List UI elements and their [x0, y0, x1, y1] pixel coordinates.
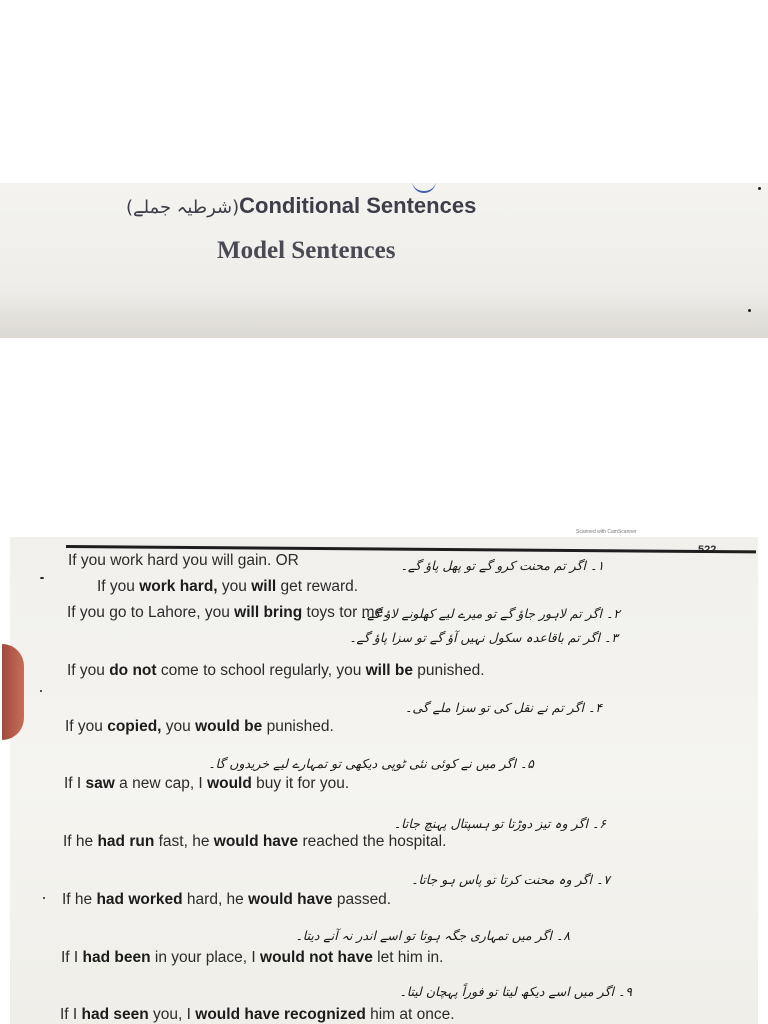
page-side-tab — [2, 644, 24, 740]
sentence-line — [63, 833, 446, 851]
text-segment: If you work hard you will gain. OR — [68, 552, 299, 569]
bold-segment: will bring — [234, 604, 303, 621]
text-segment: If you — [67, 662, 110, 679]
sentence-line — [61, 949, 443, 967]
text-segment: you — [161, 718, 196, 735]
bold-segment: had been — [82, 949, 151, 966]
text-segment: If you — [97, 578, 140, 595]
text-segment: If he — [62, 891, 97, 908]
sentence-line — [68, 552, 299, 570]
urdu-translation: ۲۔ اگر تم لاہور جاؤ گے تو میرے لیے کھلونے لاؤ گے۔ — [359, 606, 620, 621]
urdu-translation: ۵۔ اگر میں نے کوئی نئی ٹوپی دیکھی تو تمہارے لیے خریدوں گا۔ — [208, 756, 534, 771]
bold-segment: would be — [195, 718, 263, 735]
text-segment: If you — [65, 718, 108, 735]
bold-segment: will — [251, 578, 277, 595]
bold-segment: do not — [109, 662, 157, 679]
bold-segment: had worked — [96, 891, 183, 908]
bold-segment: would have — [248, 891, 333, 908]
text-segment: If I — [64, 775, 86, 792]
text-segment: fast, he — [154, 833, 214, 850]
page-title — [126, 193, 476, 219]
text-segment: get reward. — [276, 578, 359, 595]
pen-mark — [412, 183, 436, 193]
bold-segment: would not have — [260, 949, 373, 966]
text-segment: toys tor me. — [302, 604, 388, 621]
sentence-line — [65, 718, 334, 736]
text-segment: reached the hospital. — [298, 833, 447, 850]
bold-segment: had seen — [81, 1006, 149, 1023]
sentence-line — [67, 662, 485, 680]
sentence-line — [97, 578, 358, 596]
text-segment: If I — [60, 1006, 82, 1023]
page-subtitle: Model Sentences — [217, 237, 396, 264]
urdu-translation: ۱۔ اگر تم محنت کرو گے تو پھل پاؤ گے۔ — [400, 558, 604, 573]
text-segment: hard, he — [182, 891, 249, 908]
sentence-line — [60, 1006, 455, 1024]
bold-segment: had run — [97, 833, 155, 850]
title-urdu: (شرطیہ جملے) — [126, 197, 240, 218]
bold-segment: would — [207, 775, 252, 792]
urdu-translation: ۳۔ اگر تم باقاعدہ سکول نہیں آؤ گے تو سزا پاؤ گے۔ — [349, 630, 618, 645]
scan-speck — [40, 577, 44, 579]
text-segment: If you go to Lahore, you — [67, 604, 235, 621]
text-segment: If I — [61, 949, 83, 966]
text-segment: him at once. — [365, 1006, 455, 1023]
text-segment: in your place, I — [150, 949, 261, 966]
bold-segment: will be — [365, 662, 413, 679]
text-segment: If he — [63, 833, 98, 850]
urdu-translation: ۹۔ اگر میں اسے دیکھ لیتا تو فوراً پہچان لیتا۔ — [399, 984, 632, 999]
text-segment: passed. — [332, 891, 392, 908]
scan-speck — [758, 187, 761, 190]
text-segment: you, I — [148, 1006, 196, 1023]
text-segment: a new cap, I — [114, 775, 208, 792]
text-segment: punished. — [262, 718, 334, 735]
sentence-line — [62, 891, 391, 909]
text-segment: come to school regularly, you — [156, 662, 366, 679]
urdu-translation: ۷۔ اگر وہ محنت کرتا تو پاس ہو جاتا۔ — [411, 872, 610, 887]
text-segment: buy it for you. — [251, 775, 350, 792]
text-segment: let him in. — [372, 949, 444, 966]
bold-segment: saw — [85, 775, 115, 792]
scan-speck — [748, 309, 751, 312]
scan-speck — [40, 690, 42, 692]
text-segment: you — [217, 578, 252, 595]
scanner-watermark: Scanned with CamScanner — [576, 529, 637, 535]
bold-segment: copied, — [107, 718, 162, 735]
sentence-line — [64, 775, 349, 793]
sentence-line — [67, 604, 387, 622]
bold-segment: would have recognized — [195, 1006, 366, 1023]
title-english: Conditional Sentences — [239, 193, 477, 218]
bold-segment: work hard, — [139, 578, 218, 595]
scan-speck — [43, 897, 45, 899]
urdu-translation: ۴۔ اگر تم نے نقل کی تو سزا ملے گی۔ — [405, 700, 602, 715]
urdu-translation: ۸۔ اگر میں تمہاری جگہ ہوتا تو اسے اندر نہ آنے دیتا۔ — [295, 928, 570, 943]
text-segment: punished. — [413, 662, 485, 679]
bold-segment: would have — [213, 833, 299, 850]
urdu-translation: ۶۔ اگر وہ تیز دوڑتا تو ہسپتال پہنچ جاتا۔ — [393, 816, 606, 831]
